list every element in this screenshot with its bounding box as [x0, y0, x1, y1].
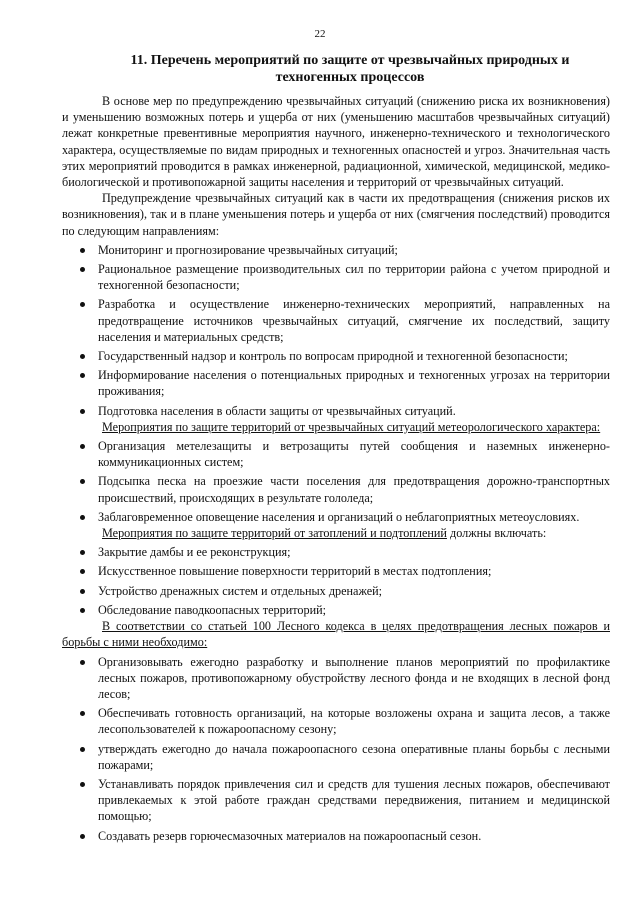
directions-list	[62, 242, 610, 419]
list-item: Информирование населения о потенциальных природных и техногенных угрозах на территории проживания;	[62, 367, 610, 399]
flood-heading	[62, 525, 610, 541]
list-item: Искусственное повышение поверхности территорий в местах подтопления;	[62, 563, 610, 579]
list-item: Обследование паводкоопасных территорий;	[62, 602, 610, 618]
list-item: Обеспечивать готовность организаций, на которые возложены охрана и защита лесов, а также лесопользователей к пожароопасному сезону;	[62, 705, 610, 737]
list-item: Рациональное размещение производительных сил по территории района с учетом природной и техногенной безопасности;	[62, 261, 610, 293]
flood-heading-underlined: Мероприятия по защите территорий от затоплений и подтоплений	[102, 526, 447, 541]
list-item: Разработка и осуществление инженерно-технических мероприятий, направленных на предотвращение источников чрезвычайных ситуаций, смягчение их последствий, защиту населения и материальных средств;	[62, 296, 610, 345]
page-number: 22	[314, 28, 326, 40]
list-item: Создавать резерв горючесмазочных материалов на пожароопасный сезон.	[62, 828, 610, 844]
list-item: Устройство дренажных систем и отдельных дренажей;	[62, 583, 610, 599]
meteo-heading-text: Мероприятия по защите территорий от чрезвычайных ситуаций метеорологического характера:	[102, 419, 601, 434]
intro-paragraph: В основе мер по предупреждению чрезвычайных ситуаций (снижению риска их возникновения) и уменьшению возможных потерь и ущерба от них (уменьшению масштабов чрезвычайных ситуаций) лежат конкретные превентивные мероприятия научного, инженерно-технического и технологического характера, осуществляемые по видам природных и техногенных опасностей и угроз. Значительная часть этих мероприятий проводится в рамках инженерной, радиационной, химической, медицинской, медико-биологической и противопожарной защиты населения и территорий от чрезвычайных ситуаций.	[62, 94, 610, 190]
list-item: утверждать ежегодно до начала пожароопасного сезона оперативные планы борьбы с лесными пожарами;	[62, 741, 610, 773]
list-item: Организовывать ежегодно разработку и выполнение планов мероприятий по профилактике лесных пожаров, противопожарному обустройству лесного фонда и не входящих в лесной фонд лесов;	[62, 654, 610, 703]
section-heading	[95, 52, 605, 86]
list-item: Устанавливать порядок привлечения сил и средств для тушения лесных пожаров, обеспечивают привлекаемых к этой работе граждан средствами передвижения, питанием и медицинской помощью;	[62, 776, 610, 825]
list-item: Государственный надзор и контроль по вопросам природной и техногенной безопасности;	[62, 348, 610, 364]
flood-heading-rest: должны включать:	[446, 526, 547, 541]
list-item: Закрытие дамбы и ее реконструкция;	[62, 544, 610, 560]
list-item: Подготовка населения в области защиты от чрезвычайных ситуаций.	[62, 403, 610, 419]
section-heading-line-2: техногенных процессов	[275, 70, 425, 85]
flood-list	[62, 544, 610, 618]
forest-heading-text: В соответствии со статьей 100 Лесного кодекса в целях предотвращения лесных пожаров и борьбы с ними необходимо:	[62, 619, 610, 650]
list-item: Мониторинг и прогнозирование чрезвычайных ситуаций;	[62, 242, 610, 258]
body-text	[62, 93, 610, 844]
list-item: Заблаговременное оповещение населения и организаций о неблагоприятных метеоусловиях.	[62, 509, 610, 525]
meteo-list	[62, 438, 610, 525]
forest-list	[62, 654, 610, 844]
forest-heading	[62, 618, 610, 650]
section-heading-line-1: 11. Перечень мероприятий по защите от чрезвычайных природных и	[130, 53, 570, 68]
list-item: Организация метелезащиты и ветрозащиты путей сообщения и наземных инженерно-коммуникационных систем;	[62, 438, 610, 470]
meteo-heading	[62, 419, 610, 435]
list-item: Подсыпка песка на проезжие части поселения для предотвращения дорожно-транспортных происшествий, происходящих в результате гололеда;	[62, 473, 610, 505]
prevention-paragraph: Предупреждение чрезвычайных ситуаций как в части их предотвращения (снижения рисков их возникновения), так и в плане уменьшения потерь и ущерба от них (смягчения последствий) проводится по следующим направлениям:	[62, 191, 610, 238]
